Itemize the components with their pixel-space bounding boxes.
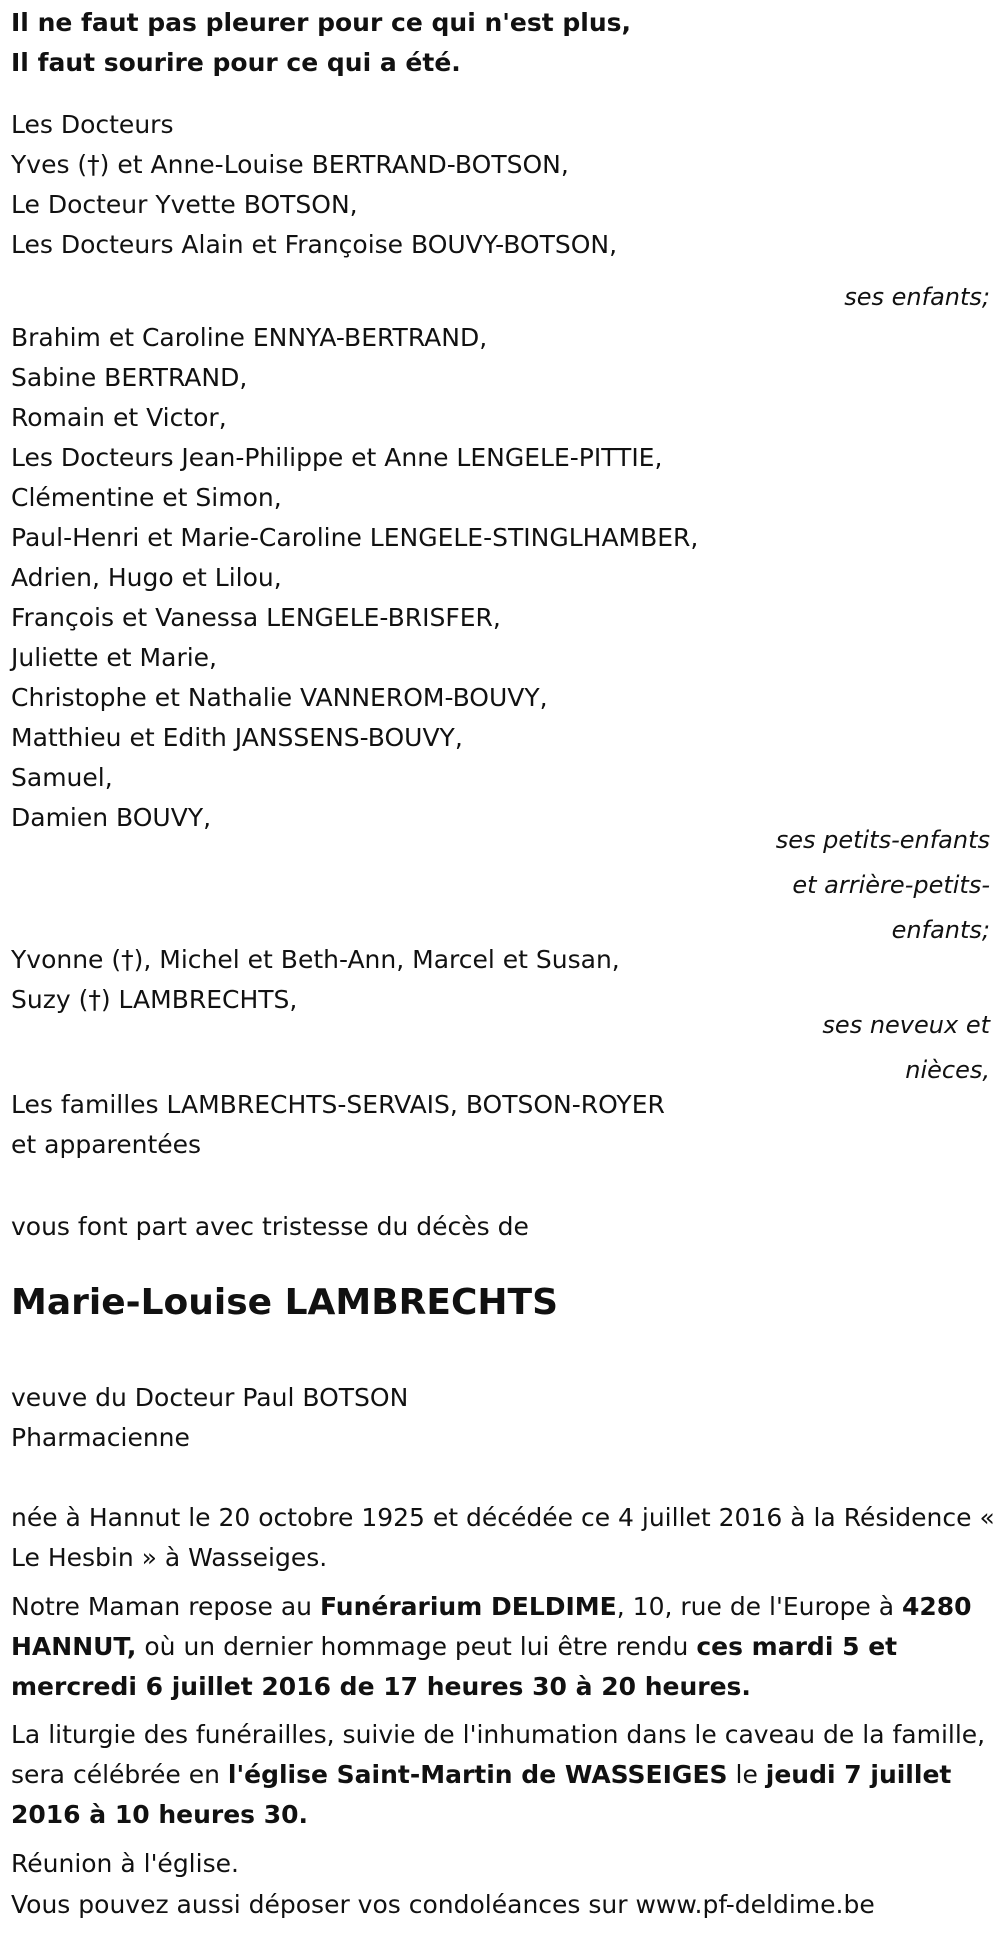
visitation-dates: ces mardi 5 et mercredi 6 juillet 2016 de 17 heures 30 à 20 heures. — [11, 1632, 898, 1701]
nephews-relation — [822, 1003, 990, 1093]
families-block — [11, 1085, 665, 1165]
families-line-1: Les familles LAMBRECHTS-SERVAIS, BOTSON-ROYER — [11, 1090, 665, 1119]
family-line: Sabine BERTRAND, — [11, 363, 248, 392]
family-line: Romain et Victor, — [11, 403, 227, 432]
children-relation: ses enfants; — [844, 283, 990, 311]
deceased-details — [11, 1378, 408, 1458]
families-line-2: et apparentées — [11, 1130, 202, 1159]
funeral-home: Funérarium DELDIME — [319, 1592, 617, 1621]
children-names — [11, 105, 617, 265]
liturgy-text: La liturgie des funérailles, suivie de l'inhumation dans le caveau de la famille, sera célébrée en — [11, 1720, 986, 1789]
family-line: Christophe et Nathalie VANNEROM-BOUVY, — [11, 683, 548, 712]
relation-line: enfants; — [891, 916, 990, 944]
widow-line: veuve du Docteur Paul BOTSON — [11, 1383, 409, 1412]
repose-text: Notre Maman repose au — [11, 1592, 320, 1621]
relation-line: ses petits-enfants — [775, 826, 990, 854]
family-line: François et Vanessa LENGELE-BRISFER, — [11, 603, 501, 632]
family-line: Adrien, Hugo et Lilou, — [11, 563, 282, 592]
grandchildren-relation — [776, 818, 990, 953]
funeral-home-city: 4280 HANNUT, — [11, 1592, 972, 1661]
family-line: Yvonne (†), Michel et Beth-Ann, Marcel et Susan, — [11, 945, 620, 974]
church-name: l'église Saint-Martin de WASSEIGES — [227, 1760, 728, 1789]
relation-line: nièces, — [905, 1056, 990, 1084]
family-line: Juliette et Marie, — [11, 643, 217, 672]
family-line: Brahim et Caroline ENNYA-BERTRAND, — [11, 323, 488, 352]
motto-line-2: Il faut sourire pour ce qui a été. — [11, 48, 461, 77]
relation-line: et arrière-petits- — [792, 871, 990, 899]
profession-line: Pharmacienne — [11, 1423, 190, 1452]
grandchildren-names — [11, 318, 698, 838]
announcement-line: vous font part avec tristesse du décès de — [11, 1212, 529, 1241]
family-line: Paul-Henri et Marie-Caroline LENGELE-STINGLHAMBER, — [11, 523, 699, 552]
birth-death-paragraph: née à Hannut le 20 octobre 1925 et décédée ce 4 juillet 2016 à la Résidence « Le Hesbin » à Wasseiges. — [11, 1503, 995, 1572]
condolences-line: Vous pouvez aussi déposer vos condoléances sur www.pf-deldime.be — [11, 1890, 875, 1919]
relation-line: ses neveux et — [822, 1011, 990, 1039]
motto-line-1: Il ne faut pas pleurer pour ce qui n'est plus, — [11, 8, 632, 37]
liturgy-paragraph — [11, 1715, 996, 1835]
repose-paragraph — [11, 1587, 996, 1707]
family-line: Matthieu et Edith JANSSENS-BOUVY, — [11, 723, 463, 752]
announcement-text — [11, 1207, 529, 1247]
reunion-line: Réunion à l'église. — [11, 1849, 239, 1878]
family-line: Samuel, — [11, 763, 113, 792]
family-line: Clémentine et Simon, — [11, 483, 282, 512]
family-line: Les Docteurs Jean-Philippe et Anne LENGELE-PITTIE, — [11, 443, 663, 472]
repose-text: , 10, rue de l'Europe à — [616, 1592, 902, 1621]
family-line: Suzy (†) LAMBRECHTS, — [11, 985, 298, 1014]
family-line: Le Docteur Yvette BOTSON, — [11, 190, 358, 219]
deceased-name: Marie-Louise LAMBRECHTS — [11, 1282, 558, 1323]
liturgy-text: le — [727, 1760, 766, 1789]
repose-text: où un dernier hommage peut lui être rendu — [136, 1632, 697, 1661]
family-line: Les Docteurs — [11, 110, 174, 139]
family-line: Damien BOUVY, — [11, 803, 212, 832]
family-line: Les Docteurs Alain et Françoise BOUVY-BOTSON, — [11, 230, 618, 259]
nephews-names — [11, 940, 620, 1020]
family-line: Yves (†) et Anne-Louise BERTRAND-BOTSON, — [11, 150, 569, 179]
funeral-date: jeudi 7 juillet 2016 à 10 heures 30. — [11, 1760, 952, 1829]
